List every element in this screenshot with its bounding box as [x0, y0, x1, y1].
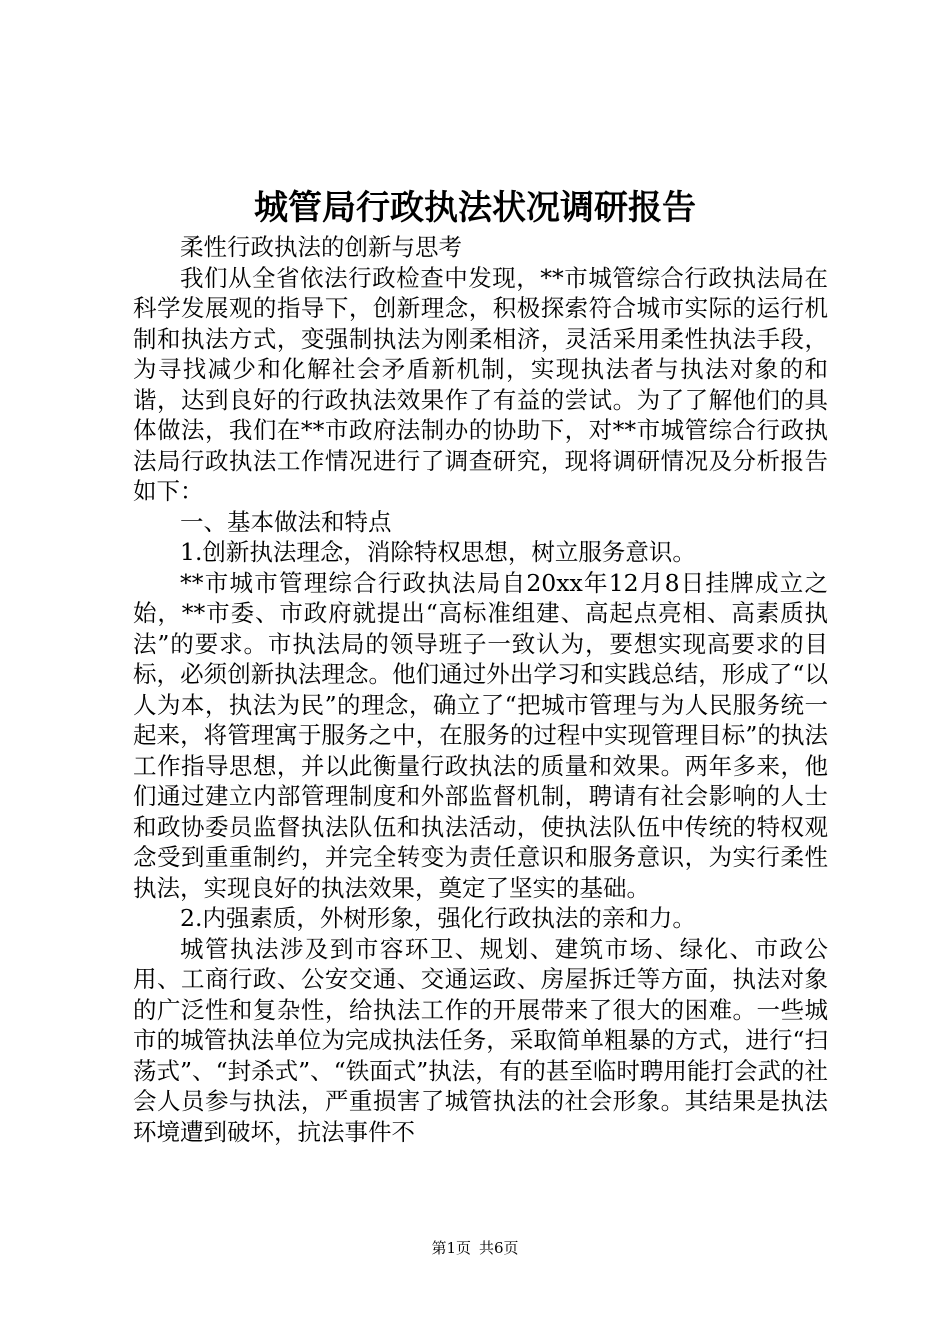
subtitle-paragraph: 柔性行政执法的创新与思考 — [180, 233, 462, 261]
page-total: 共6页 — [479, 1239, 519, 1257]
subheading-2: 2.内强素质，外树形象，强化行政执法的亲和力。 — [180, 904, 696, 932]
body-paragraph-2: 城管执法涉及到市容环卫、规划、建筑市场、绿化、市政公用、工商行政、公安交通、交通运政、房屋拆迁等方面，执法对象的广泛性和复杂性，给执法工作的开展带来了很大的困难。一些城市的城管执法单位为完成执法任务，采取简单粗暴的方式，进行“扫荡式”、“封杀式”、“铁面式”执法，有的甚至临时聘用能打会武的社会人员参与执法，严重损害了城管执法的社会形象。其结果是执法环境遭到破坏，抗法事件不 — [133, 934, 828, 1146]
subheading-1: 1.创新执法理念，消除特权思想，树立服务意识。 — [180, 538, 696, 566]
body-paragraph-1: **市城市管理综合行政执法局自20xx年12月8日挂牌成立之始，**市委、市政府就提出“高标准组建、高起点亮相、高素质执法”的要求。市执法局的领导班子一致认为，要想实现高要求的目标，必须创新执法理念。他们通过外出学习和实践总结，形成了“以人为本，执法为民”的理念，确立了“把城市管理与为人民服务统一起来，将管理寓于服务之中，在服务的过程中实现管理目标”的执法工作指导思想，并以此衡量行政执法的质量和效果。两年多来，他们通过建立内部管理制度和外部监督机制，聘请有社会影响的人士和政协委员监督执法队伍和执法活动，使执法队伍中传统的特权观念受到重重制约，并完全转变为责任意识和服务意识，为实行柔性执法，实现良好的执法效果，奠定了坚实的基础。 — [133, 568, 828, 902]
page-number: 第1页 — [431, 1239, 471, 1257]
section-heading: 一、基本做法和特点 — [180, 507, 392, 536]
page-footer — [0, 1237, 950, 1259]
document-title: 城管局行政执法状况调研报告 — [254, 188, 696, 228]
intro-paragraph: 我们从全省依法行政检查中发现，**市城管综合行政执法局在科学发展观的指导下，创新理念，积极探索符合城市实际的运行机制和执法方式，变强制执法为刚柔相济，灵活采用柔性执法手段，为寻找减少和化解社会矛盾新机制，实现执法者与执法对象的和谐，达到良好的行政执法效果作了有益的尝试。为了了解他们的具体做法，我们在**市政府法制办的协助下，对**市城管综合行政执法局行政执法工作情况进行了调查研究，现将调研情况及分析报告如下： — [133, 263, 828, 505]
document-body — [133, 232, 828, 1147]
